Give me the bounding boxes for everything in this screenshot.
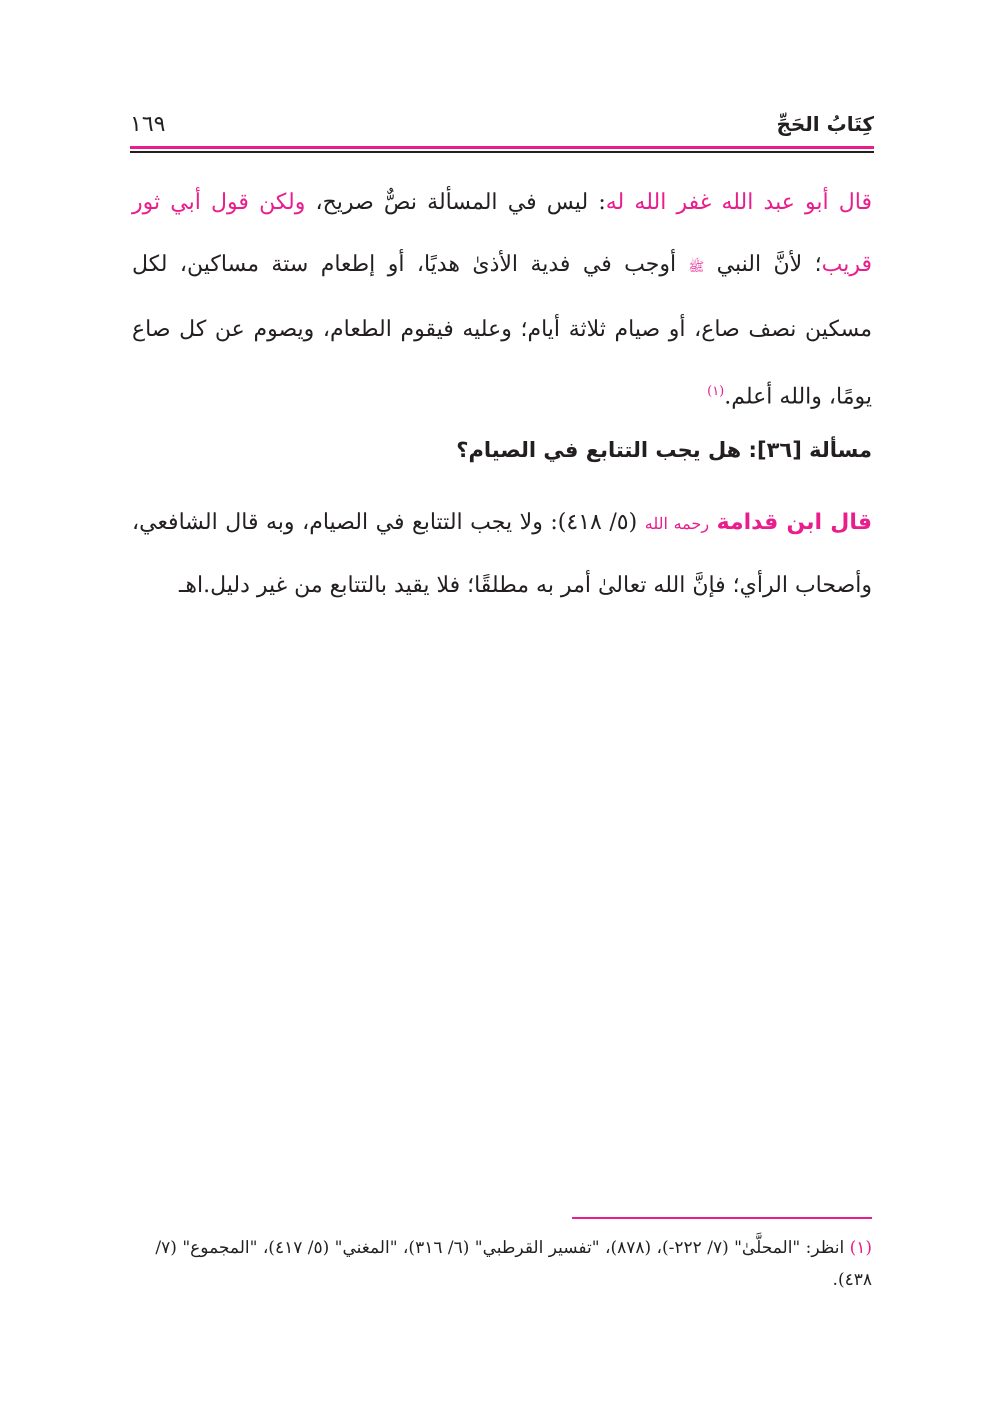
honorific: رحمه الله — [644, 514, 710, 533]
footnote-reference[interactable]: (١) — [707, 384, 725, 399]
paragraph-1-text-b: ؛ لأنَّ النبي — [704, 252, 822, 277]
paragraph-1-text-c: أوجب في فدية الأذىٰ هديًا، أو إطعام ستة مساكين، لكل مسكين نصف صاع، أو صيام ثلاثة أيام؛ وعليه فيقوم الطعام، ويصوم عن كل صاع يومًا، والله أعلم. — [132, 252, 872, 410]
footnote-marker: (١) — [849, 1238, 872, 1258]
footnote-divider — [572, 1217, 872, 1219]
page-number: ١٦٩ — [130, 112, 166, 137]
footnote-item — [132, 1232, 872, 1296]
paragraph-2 — [132, 492, 872, 617]
paragraph-1 — [132, 172, 872, 428]
header-rule-dark — [130, 151, 874, 153]
book-title: كِتَابُ الحَجِّ — [776, 112, 874, 136]
paragraph-2-text: (٥/ ٤١٨): ولا يجب التتابع في الصيام، وبه قال الشافعي، وأصحاب الرأي؛ فإنَّ الله تعالىٰ أمر به مطلقًا؛ فلا يقيد بالتتابع من غير دليل.اهـ — [132, 510, 872, 598]
header-rule-accent — [130, 146, 874, 149]
speaker-name: قال ابن قدامة — [716, 510, 873, 535]
section-heading: مسألة [٣٦]: هل يجب التتابع في الصيام؟ — [456, 438, 872, 462]
footnote-text: انظر: "المحلَّىٰ" (٧/ ٢٢٢-)، (٨٧٨)، "تفسير القرطبي" (٦/ ٣١٦)، "المغني" (٥/ ٤١٧)، "المجموع" (٧/ ٤٣٨). — [155, 1238, 872, 1290]
paragraph-1-text-a: : ليس في المسألة نصٌّ صريح، — [305, 190, 606, 215]
page-header — [130, 112, 874, 146]
author-quote: قال أبو عبد الله غفر الله له — [605, 190, 873, 215]
footnotes — [132, 1232, 872, 1296]
salutation-glyph: ﷺ — [688, 260, 705, 275]
preferred-opinion: ولكن قول أبي ثور قريب — [132, 190, 872, 277]
